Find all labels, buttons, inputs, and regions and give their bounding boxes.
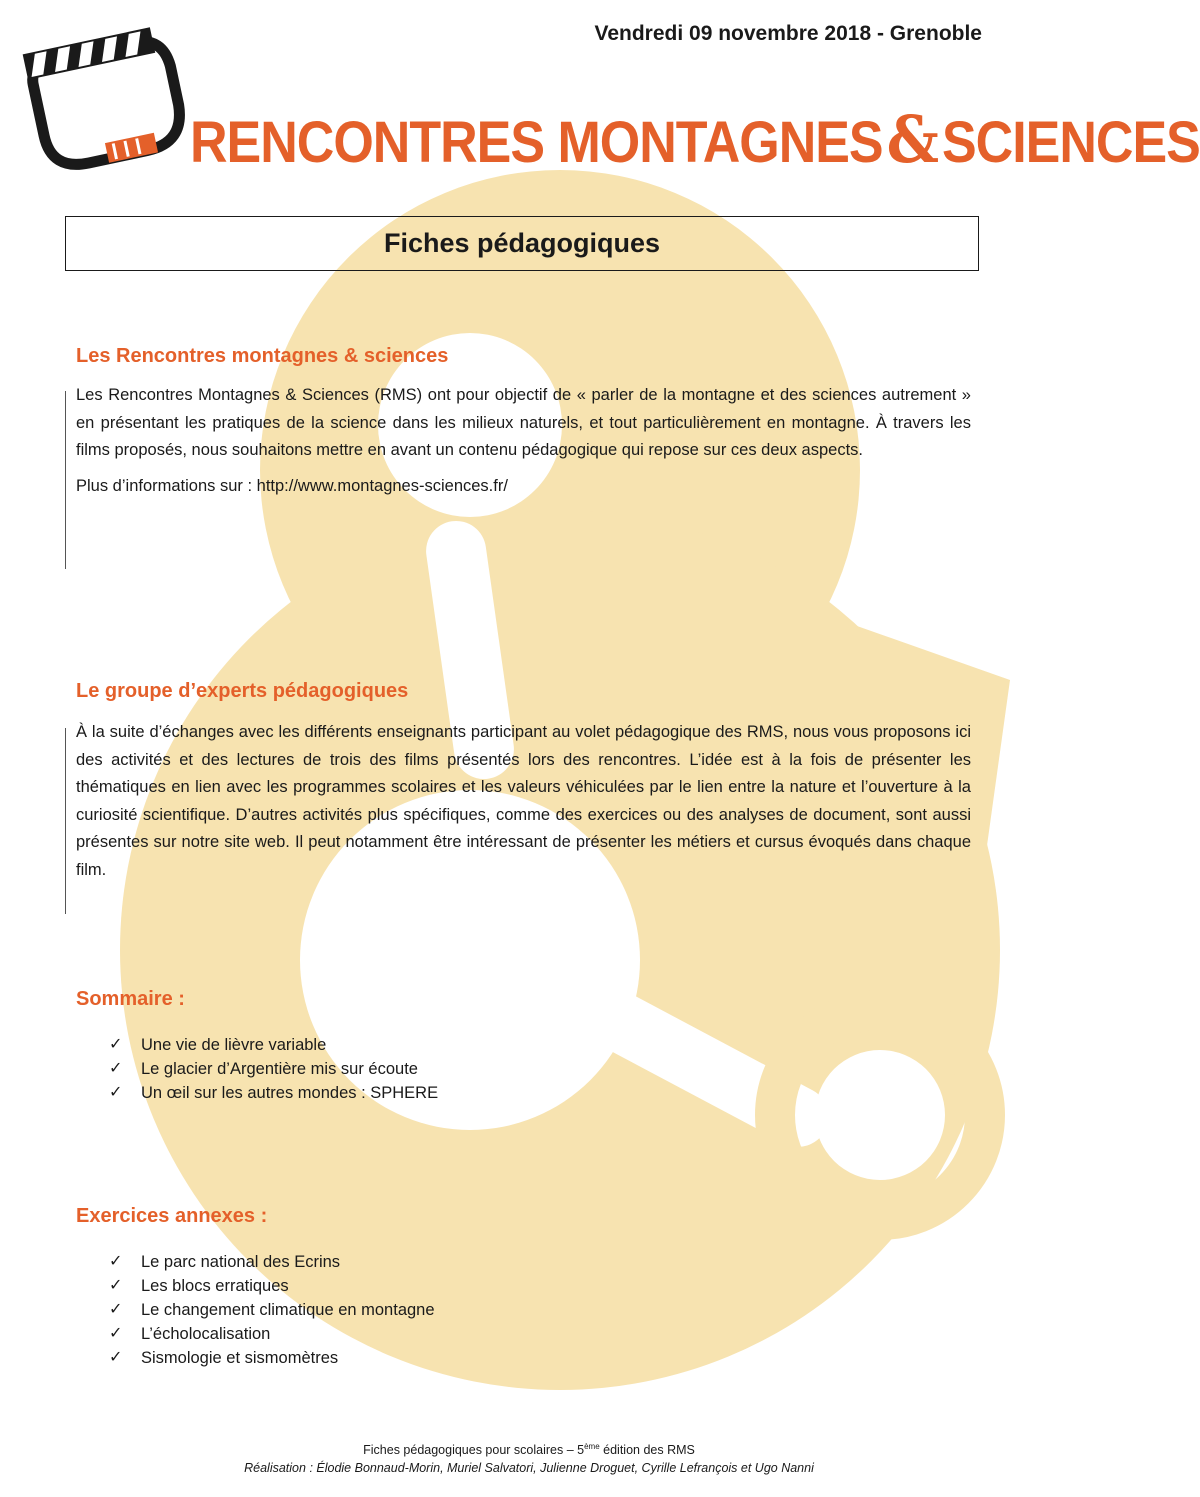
header-date: Vendredi 09 novembre 2018 - Grenoble: [594, 22, 982, 45]
list-item: ✓ Sismologie et sismomètres: [109, 1346, 765, 1370]
left-rule: [65, 728, 66, 914]
check-icon: ✓: [109, 1277, 123, 1294]
sommaire-list: [65, 1033, 765, 1105]
list-item: ✓ Le glacier d’Argentière mis sur écoute: [109, 1057, 765, 1081]
list-item: ✓ Les blocs erratiques: [109, 1274, 765, 1298]
footer-line: Fiches pédagogiques pour scolaires – 5ème édition des RMS: [363, 1442, 695, 1458]
brand-wordmark: RENCONTRES MONTAGNES&SCIENCES: [190, 101, 1200, 178]
list-item: ✓ Le parc national des Ecrins: [109, 1250, 765, 1274]
list-item: ✓ Un œil sur les autres mondes : SPHERE: [109, 1081, 765, 1105]
section-paragraph: À la suite d’échanges avec les différents enseignants participant au volet pédagogique des RMS, nous vous proposons ici des activités et des lectures de trois des films présentés lors des rencontres. L’idée est à la fois de présenter les thématiques en lien avec les programmes scolaires et les valeurs véhiculées par le lien entre la nature et l’ouverture à la curiosité scientifique. D’autres activités plus spécifiques, comme des exercices ou des analyses de document, sont aussi présentes sur notre site web. Il peut notamment être intéressant de présenter les métiers et cursus évoqués dans chaque film.: [76, 723, 971, 879]
check-icon: ✓: [109, 1325, 123, 1342]
section-heading: Les Rencontres montagnes & sciences: [76, 345, 449, 367]
check-icon: ✓: [109, 1084, 123, 1101]
check-icon: ✓: [109, 1036, 123, 1053]
list-item: ✓ Une vie de lièvre variable: [109, 1033, 765, 1057]
annexes-heading: Exercices annexes :: [76, 1205, 268, 1227]
section-experts: [65, 680, 971, 884]
list-item: ✓ Le changement climatique en montagne: [109, 1298, 765, 1322]
clapperboard-carabiner-icon: [26, 30, 186, 170]
page-footer: [0, 1438, 1058, 1477]
more-info-link[interactable]: Plus d’informations sur : http://www.montagnes-sciences.fr/: [76, 476, 508, 495]
section-rencontres: [65, 345, 971, 500]
check-icon: ✓: [109, 1060, 123, 1077]
annexes-section: [65, 1205, 765, 1370]
section-paragraph: Les Rencontres Montagnes & Sciences (RMS) ont pour objectif de « parler de la montagne et des sciences autrement » en présentant les pratiques de la science dans les milieux naturels, et tout particulièrement en montagne. À travers les films proposés, nous souhaitons mettre en avant un contenu pédagogique qui repose sur ces deux aspects.: [76, 386, 971, 459]
sommaire-heading: Sommaire :: [76, 988, 185, 1010]
left-rule: [65, 391, 66, 569]
check-icon: ✓: [109, 1253, 123, 1270]
page-title: Fiches pédagogiques: [65, 216, 979, 271]
section-heading: Le groupe d’experts pédagogiques: [76, 680, 409, 702]
footer-credits: Réalisation : Élodie Bonnaud-Morin, Muriel Salvatori, Julienne Droguet, Cyrille Lefrançois et Ugo Nanni: [244, 1461, 814, 1476]
check-icon: ✓: [109, 1301, 123, 1318]
sommaire-section: [65, 988, 765, 1105]
list-item: ✓ L’écholocalisation: [109, 1322, 765, 1346]
check-icon: ✓: [109, 1349, 123, 1366]
annexes-list: [65, 1250, 765, 1370]
